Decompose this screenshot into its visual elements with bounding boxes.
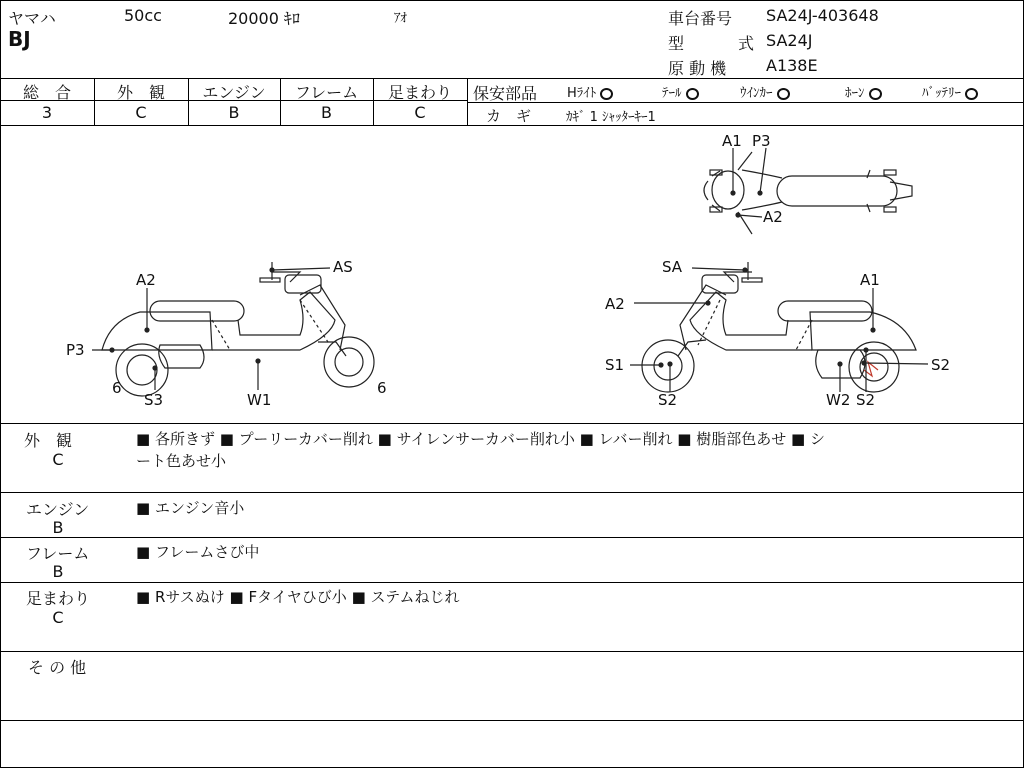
engine-model-label: 原 動 機 [668,59,727,78]
safety-item-headlight: Hﾗｲﾄ [567,82,613,101]
notes-engine-label: エンジン [26,500,90,519]
safety-item-tail: ﾃｰﾙ [662,82,699,101]
scooter-top-view [704,148,912,234]
total-label: 総 合 [22,83,71,102]
suspension-label: 足まわり [387,83,452,102]
engine-model: A138E [766,56,818,75]
color: ｱｵ [394,11,407,26]
mileage: 20000 ｷﾛ [228,9,300,28]
label-left-six-l: 6 [112,379,122,397]
safety-label: 保安部品 [473,84,538,103]
label-left-p3: P3 [66,341,85,359]
displacement: 50cc [124,6,162,25]
scooter-left-view [92,262,374,396]
damage-diagram [0,126,1024,422]
notes-exterior-text-2: ート色あせ小 [136,452,227,470]
safety-item-horn: ﾎｰﾝ [845,82,882,101]
notes-other-label: そ の 他 [28,658,87,677]
notes-engine-grade: B [52,518,64,537]
label-top-a1: A1 [722,132,742,150]
frame-score: B [321,103,332,122]
ok-mark-icon [600,88,613,100]
ok-mark-icon [965,88,978,100]
engine-label: エンジン [202,83,266,102]
safety-item-winker: ｳｲﾝｶｰ [740,82,790,101]
exterior-score: C [135,103,147,122]
notes-suspension-label: 足まわり [26,589,91,608]
label-left-a2: A2 [136,271,156,289]
type-label-2: 式 [738,34,755,53]
label-right-s2-side: S2 [931,356,951,374]
notes-exterior-grade: C [52,450,64,469]
type-value: SA24J [766,31,813,50]
label-right-a1: A1 [860,271,880,289]
model-name: BJ [8,27,31,51]
notes-exterior-label: 外 観 [24,431,73,450]
safety-item-battery: ﾊﾞｯﾃﾘｰ [922,82,978,101]
label-right-s2-rear: S2 [856,391,876,409]
label-right-s1: S1 [605,356,625,374]
suspension-score: C [414,103,426,122]
frame-label: フレーム [294,83,359,102]
label-top-a2: A2 [763,208,783,226]
label-right-a2: A2 [605,295,625,313]
ok-mark-icon [869,88,882,100]
notes-frame-label: フレーム [26,544,90,563]
label-top-p3: P3 [752,132,771,150]
exterior-label: 外 観 [116,83,165,102]
type-label: 型 [668,34,685,53]
label-right-w2: W2 [826,391,851,409]
label-right-s2-front: S2 [658,391,678,409]
engine-score: B [228,103,240,122]
notes-suspension-grade: C [52,608,64,627]
ok-mark-icon [686,88,699,100]
notes-exterior-text-1: ■ 各所きず ■ プーリーカバー削れ ■ サイレンサーカバー削れ小 ■ レバー削れ ■ 樹脂部色あせ ■ シ [136,430,825,448]
notes-frame-text: ■ フレームさび中 [136,543,260,561]
frame-no: SA24J-403648 [766,6,879,25]
notes-engine-text: ■ エンジン音小 [136,499,245,517]
key-label: カ ギ [486,107,532,125]
scooter-right-view [630,262,928,392]
ok-mark-icon [777,88,790,100]
maker: ヤマハ [8,9,56,28]
key-value: ｶｷﾞ 1 ｼｬｯﾀｰｷｰ1 [566,110,656,125]
label-left-w1: W1 [247,391,272,409]
label-right-sa: SA [662,258,683,276]
notes-frame-grade: B [52,562,64,581]
frame-no-label: 車台番号 [668,9,733,28]
total-score: 3 [41,103,53,122]
label-left-s3: S3 [144,391,164,409]
label-left-as: AS [333,258,353,276]
notes-suspension-text: ■ Rサスぬけ ■ Fタイヤひび小 ■ ステムねじれ [136,588,460,606]
label-left-six-r: 6 [377,379,387,397]
